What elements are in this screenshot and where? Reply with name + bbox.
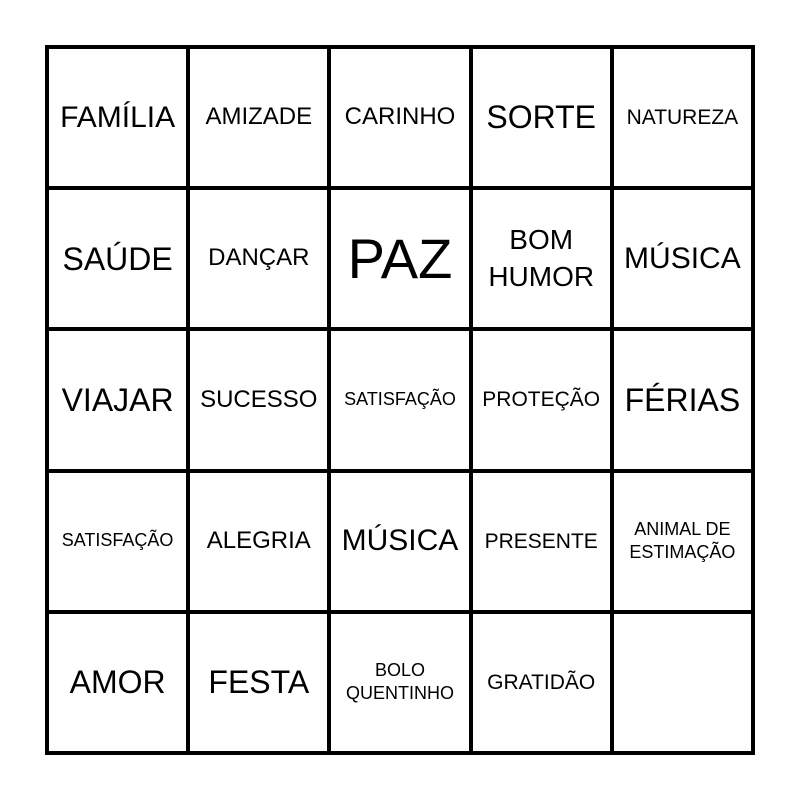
bingo-cell-r2-c3[interactable]: PROTEÇÃO <box>471 329 612 470</box>
bingo-board <box>45 45 755 755</box>
bingo-cell-r0-c3[interactable]: SORTE <box>471 47 612 188</box>
bingo-cell-r2-c2[interactable]: SATISFAÇÃO <box>329 329 470 470</box>
bingo-cell-r2-c4[interactable]: FÉRIAS <box>612 329 753 470</box>
bingo-cell-r3-c3[interactable]: PRESENTE <box>471 471 612 612</box>
bingo-cell-r3-c2[interactable]: MÚSICA <box>329 471 470 612</box>
bingo-cell-r1-c0[interactable]: SAÚDE <box>47 188 188 329</box>
bingo-cell-r1-c4[interactable]: MÚSICA <box>612 188 753 329</box>
bingo-cell-r3-c1[interactable]: ALEGRIA <box>188 471 329 612</box>
bingo-cell-r4-c0[interactable]: AMOR <box>47 612 188 753</box>
bingo-cell-r0-c1[interactable]: AMIZADE <box>188 47 329 188</box>
bingo-cell-r0-c2[interactable]: CARINHO <box>329 47 470 188</box>
bingo-cell-r0-c4[interactable]: NATUREZA <box>612 47 753 188</box>
bingo-cell-r3-c4[interactable]: ANIMAL DE ESTIMAÇÃO <box>612 471 753 612</box>
bingo-cell-r2-c0[interactable]: VIAJAR <box>47 329 188 470</box>
bingo-cell-r3-c0[interactable]: SATISFAÇÃO <box>47 471 188 612</box>
bingo-cell-r1-c1[interactable]: DANÇAR <box>188 188 329 329</box>
bingo-cell-r4-c1[interactable]: FESTA <box>188 612 329 753</box>
bingo-cell-r1-c2[interactable]: PAZ <box>329 188 470 329</box>
bingo-cell-r0-c0[interactable]: FAMÍLIA <box>47 47 188 188</box>
bingo-cell-r4-c4-empty[interactable] <box>612 612 753 753</box>
bingo-cell-r1-c3[interactable]: BOM HUMOR <box>471 188 612 329</box>
bingo-cell-r2-c1[interactable]: SUCESSO <box>188 329 329 470</box>
bingo-cell-r4-c3[interactable]: GRATIDÃO <box>471 612 612 753</box>
bingo-cell-r4-c2[interactable]: BOLO QUENTINHO <box>329 612 470 753</box>
